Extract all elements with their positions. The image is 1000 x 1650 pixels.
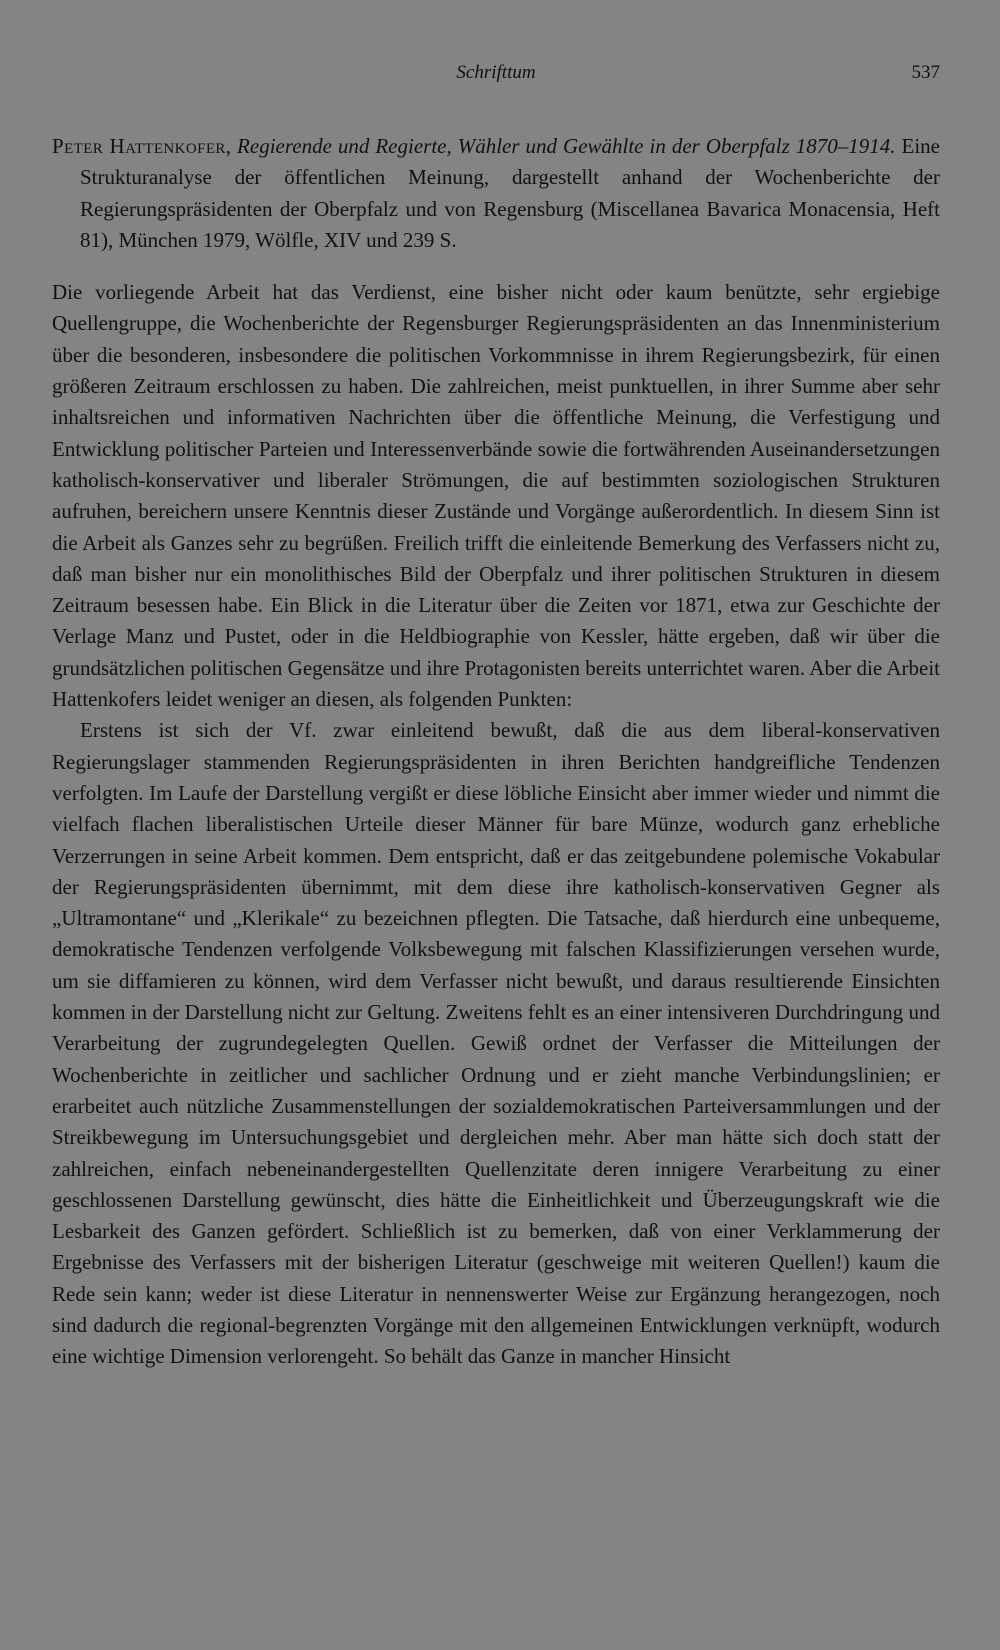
author-separator: , — [225, 134, 238, 158]
document-page — [52, 58, 940, 1628]
review-heading — [52, 131, 940, 256]
running-title: Schrifttum — [456, 62, 536, 83]
review-book-title: Regierende und Regierte, Wähler und Gewählte in der Oberpfalz 1870–1914. — [237, 134, 896, 158]
review-paragraph-1: Die vorliegende Arbeit hat das Verdienst, eine bisher nicht oder kaum benützte, sehr ergiebige Quellengruppe, die Wochenberichte der Regensburger Regierungspräsidenten an das Innenministerium über die besonderen, insbesondere die politischen Vorkommnisse in ihrem Regierungsbezirk, für einen größeren Zeitraum erschlossen zu haben. Die zahlreichen, meist punktuellen, in ihrer Summe aber sehr inhaltsreichen und informativen Nachrichten über die öffentliche Meinung, die Verfestigung und Entwicklung politischer Parteien und Interessenverbände sowie die fortwährenden Auseinandersetzungen katholisch-konservativer und liberaler Strömungen, die auf bestimmten soziologischen Strukturen aufruhen, bereichern unsere Kenntnis dieser Zustände und Vorgänge außerordentlich. In diesem Sinn ist die Arbeit als Ganzes sehr zu begrüßen. Freilich trifft die einleitende Bemerkung des Verfassers nicht zu, daß man bisher nur ein monolithisches Bild der Oberpfalz und ihrer politischen Strukturen in diesem Zeitraum besessen habe. Ein Blick in die Literatur über die Zeiten vor 1871, etwa zur Geschichte der Verlage Manz und Pustet, oder in die Heldbiographie von Kessler, hätte ergeben, daß wir über die grundsätzlichen politischen Gegensätze und ihre Protagonisten bereits unterrichtet waren. Aber die Arbeit Hattenkofers leidet weniger an diesen, als folgenden Punkten: — [52, 280, 940, 712]
review-author: Peter Hattenkofer — [52, 134, 226, 158]
review-paragraph-2: Erstens ist sich der Vf. zwar einleitend bewußt, daß die aus dem liberal-konservativen Regierungslager stammenden Regierungspräsidenten in ihren Berichten handgreifliche Tendenzen verfolgten. Im Laufe der Darstellung vergißt er diese löbliche Einsicht aber immer wieder und nimmt die vielfach flachen liberalistischen Urteile dieser Männer für bare Münze, wodurch ganz erhebliche Verzerrungen in seine Arbeit kommen. Dem entspricht, daß er das zeitgebundene polemische Vokabular der Regierungspräsidenten übernimmt, mit dem diese ihre katholisch-konservativen Gegner als „Ultramontane“ und „Klerikale“ zu bezeichnen pflegten. Die Tatsache, daß hierdurch eine unbequeme, demokratische Tendenzen verfolgende Volksbewegung mit falschen Klassifizierungen versehen wurde, um sie diffamieren zu können, wird dem Verfasser nicht bewußt, und daraus resultierende Einsichten kommen in der Darstellung nicht zur Geltung. Zweitens fehlt es an einer intensiveren Durchdringung und Verarbeitung der zugrundegelegten Quellen. Gewiß ordnet der Verfasser die Mitteilungen der Wochenberichte in zeitlicher und sachlicher Ordnung und er zieht manche Verbindungslinien; er erarbeitet auch nützliche Zusammenstellungen der sozialdemokratischen Parteiversammlungen und der Streikbewegung im Untersuchungsgebiet und dergleichen mehr. Aber man hätte sich doch statt der zahlreichen, einfach nebeneinandergestellten Quellenzitate deren innigere Verarbeitung zu einer geschlossenen Darstellung gewünscht, dies hätte die Einheitlichkeit und Überzeugungskraft wie die Lesbarkeit des Ganzen gefördert. Schließlich ist zu bemerken, daß von einer Verklammerung der Ergebnisse des Verfassers mit der bisherigen Literatur (geschweige mit weiteren Quellen!) kaum die Rede sein kann; weder ist diese Literatur in nennenswerter Weise zur Ergänzung herangezogen, noch sind dadurch die regional-begrenzten Vorgänge mit den allgemeinen Entwicklungen verknüpft, wodurch eine wichtige Dimension verlorengeht. So behält das Ganze in mancher Hinsicht — [52, 718, 940, 1369]
review-bibliographic-info: Eine Strukturanalyse der öffentlichen Meinung, dargestellt anhand der Wochenberichte der Regierungspräsidenten der Oberpfalz und von Regensburg (Miscellanea Bavarica Monacensia, Heft 81), München 1979, Wölfle, XIV und 239 S. — [80, 134, 940, 252]
page-number: 537 — [911, 62, 940, 83]
page-header — [52, 58, 940, 94]
